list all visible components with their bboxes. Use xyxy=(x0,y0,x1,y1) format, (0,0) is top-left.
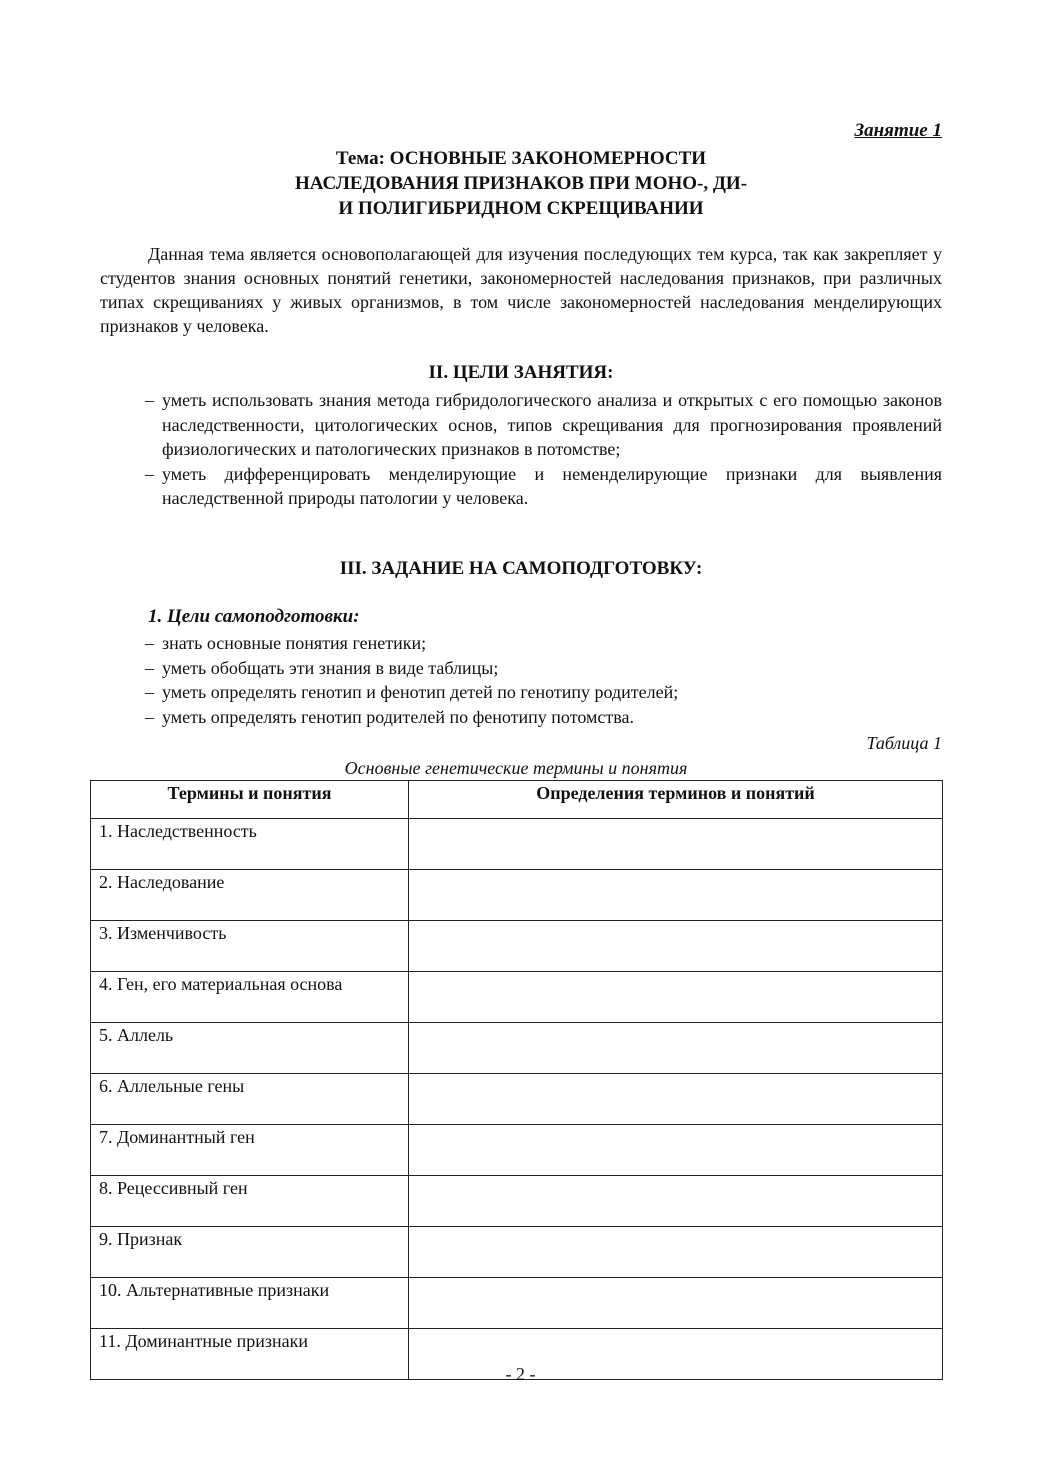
table-row xyxy=(91,1227,943,1278)
intro-paragraph: Данная тема является основополагающей для изучения последующих тем курса, так как закрепляет у студентов знания основных понятий генетики, закономерностей наследования признаков, при различных типах скрещиваниях у живых организмов, в том числе закономерностей наследования менделирующих признаков у человека. xyxy=(100,244,942,336)
definition-cell[interactable] xyxy=(409,1227,943,1278)
selfprep-subtitle: 1. Цели самоподготовки: xyxy=(148,606,360,627)
section-selfprep-heading: III. ЗАДАНИЕ НА САМОПОДГОТОВКУ: xyxy=(339,558,703,579)
title-line: НАСЛЕДОВАНИЯ ПРИЗНАКОВ ПРИ МОНО-, ДИ- xyxy=(294,173,748,194)
header-terms: Термины и понятия xyxy=(91,781,409,819)
definition-cell[interactable] xyxy=(409,1023,943,1074)
definition-cell[interactable] xyxy=(409,921,943,972)
table-row xyxy=(91,1125,943,1176)
definition-cell[interactable] xyxy=(409,972,943,1023)
term-cell: 9. Признак xyxy=(91,1227,409,1278)
definition-cell[interactable] xyxy=(409,1176,943,1227)
table-header-row xyxy=(91,781,943,819)
table-label: Таблица 1 xyxy=(866,733,942,753)
definition-cell[interactable] xyxy=(409,1074,943,1125)
term-cell: 4. Ген, его материальная основа xyxy=(91,972,409,1023)
title-line: И ПОЛИГИБРИДНОМ СКРЕЩИВАНИИ xyxy=(338,198,704,219)
definition-cell[interactable] xyxy=(409,1278,943,1329)
table-row xyxy=(91,1278,943,1329)
term-cell: 6. Аллельные гены xyxy=(91,1074,409,1125)
page-number: - 2 - xyxy=(505,1364,536,1384)
term-cell: 10. Альтернативные признаки xyxy=(91,1278,409,1329)
title-line: Тема: ОСНОВНЫЕ ЗАКОНОМЕРНОСТИ xyxy=(335,148,707,169)
table-row xyxy=(91,1176,943,1227)
table-row xyxy=(91,1074,943,1125)
goal-item: – уметь дифференцировать менделирующие и неменделирующие признаки для выявления наследственной природы патологии у человека. xyxy=(145,462,942,511)
selfprep-item: – уметь определять генотип и фенотип детей по генотипу родителей; xyxy=(145,680,942,705)
header-definitions: Определения терминов и понятий xyxy=(409,781,943,819)
term-cell: 3. Изменчивость xyxy=(91,921,409,972)
term-cell: 8. Рецессивный ген xyxy=(91,1176,409,1227)
table-row xyxy=(91,819,943,870)
table-row xyxy=(91,1023,943,1074)
term-cell: 2. Наследование xyxy=(91,870,409,921)
selfprep-item: – уметь определять генотип родителей по фенотипу потомства. xyxy=(145,705,942,730)
definition-cell[interactable] xyxy=(409,870,943,921)
selfprep-item: – знать основные понятия генетики; xyxy=(145,631,942,656)
section-goals-heading: II. ЦЕЛИ ЗАНЯТИЯ: xyxy=(428,362,614,383)
goal-item: – уметь использовать знания метода гибридологического анализа и открытых с его помощью законов наследственности, цитологических основ, типов скрещивания для прогнозирования проявлений физиологических и патологических признаков в потомстве; xyxy=(145,388,942,462)
definition-cell[interactable] xyxy=(409,819,943,870)
term-cell: 1. Наследственность xyxy=(91,819,409,870)
table-row xyxy=(91,972,943,1023)
lesson-label: Занятие 1 xyxy=(854,120,942,141)
table-caption: Основные генетические термины и понятия xyxy=(344,758,688,778)
goals-list xyxy=(145,388,942,511)
table-row xyxy=(91,921,943,972)
terms-table xyxy=(90,780,943,1380)
definition-cell[interactable] xyxy=(409,1125,943,1176)
table-row xyxy=(91,870,943,921)
topic-title xyxy=(100,146,942,221)
term-cell: 5. Аллель xyxy=(91,1023,409,1074)
selfprep-list xyxy=(145,631,942,729)
term-cell: 11. Доминантные признаки xyxy=(91,1329,409,1380)
term-cell: 7. Доминантный ген xyxy=(91,1125,409,1176)
selfprep-item: – уметь обобщать эти знания в виде таблицы; xyxy=(145,656,942,681)
